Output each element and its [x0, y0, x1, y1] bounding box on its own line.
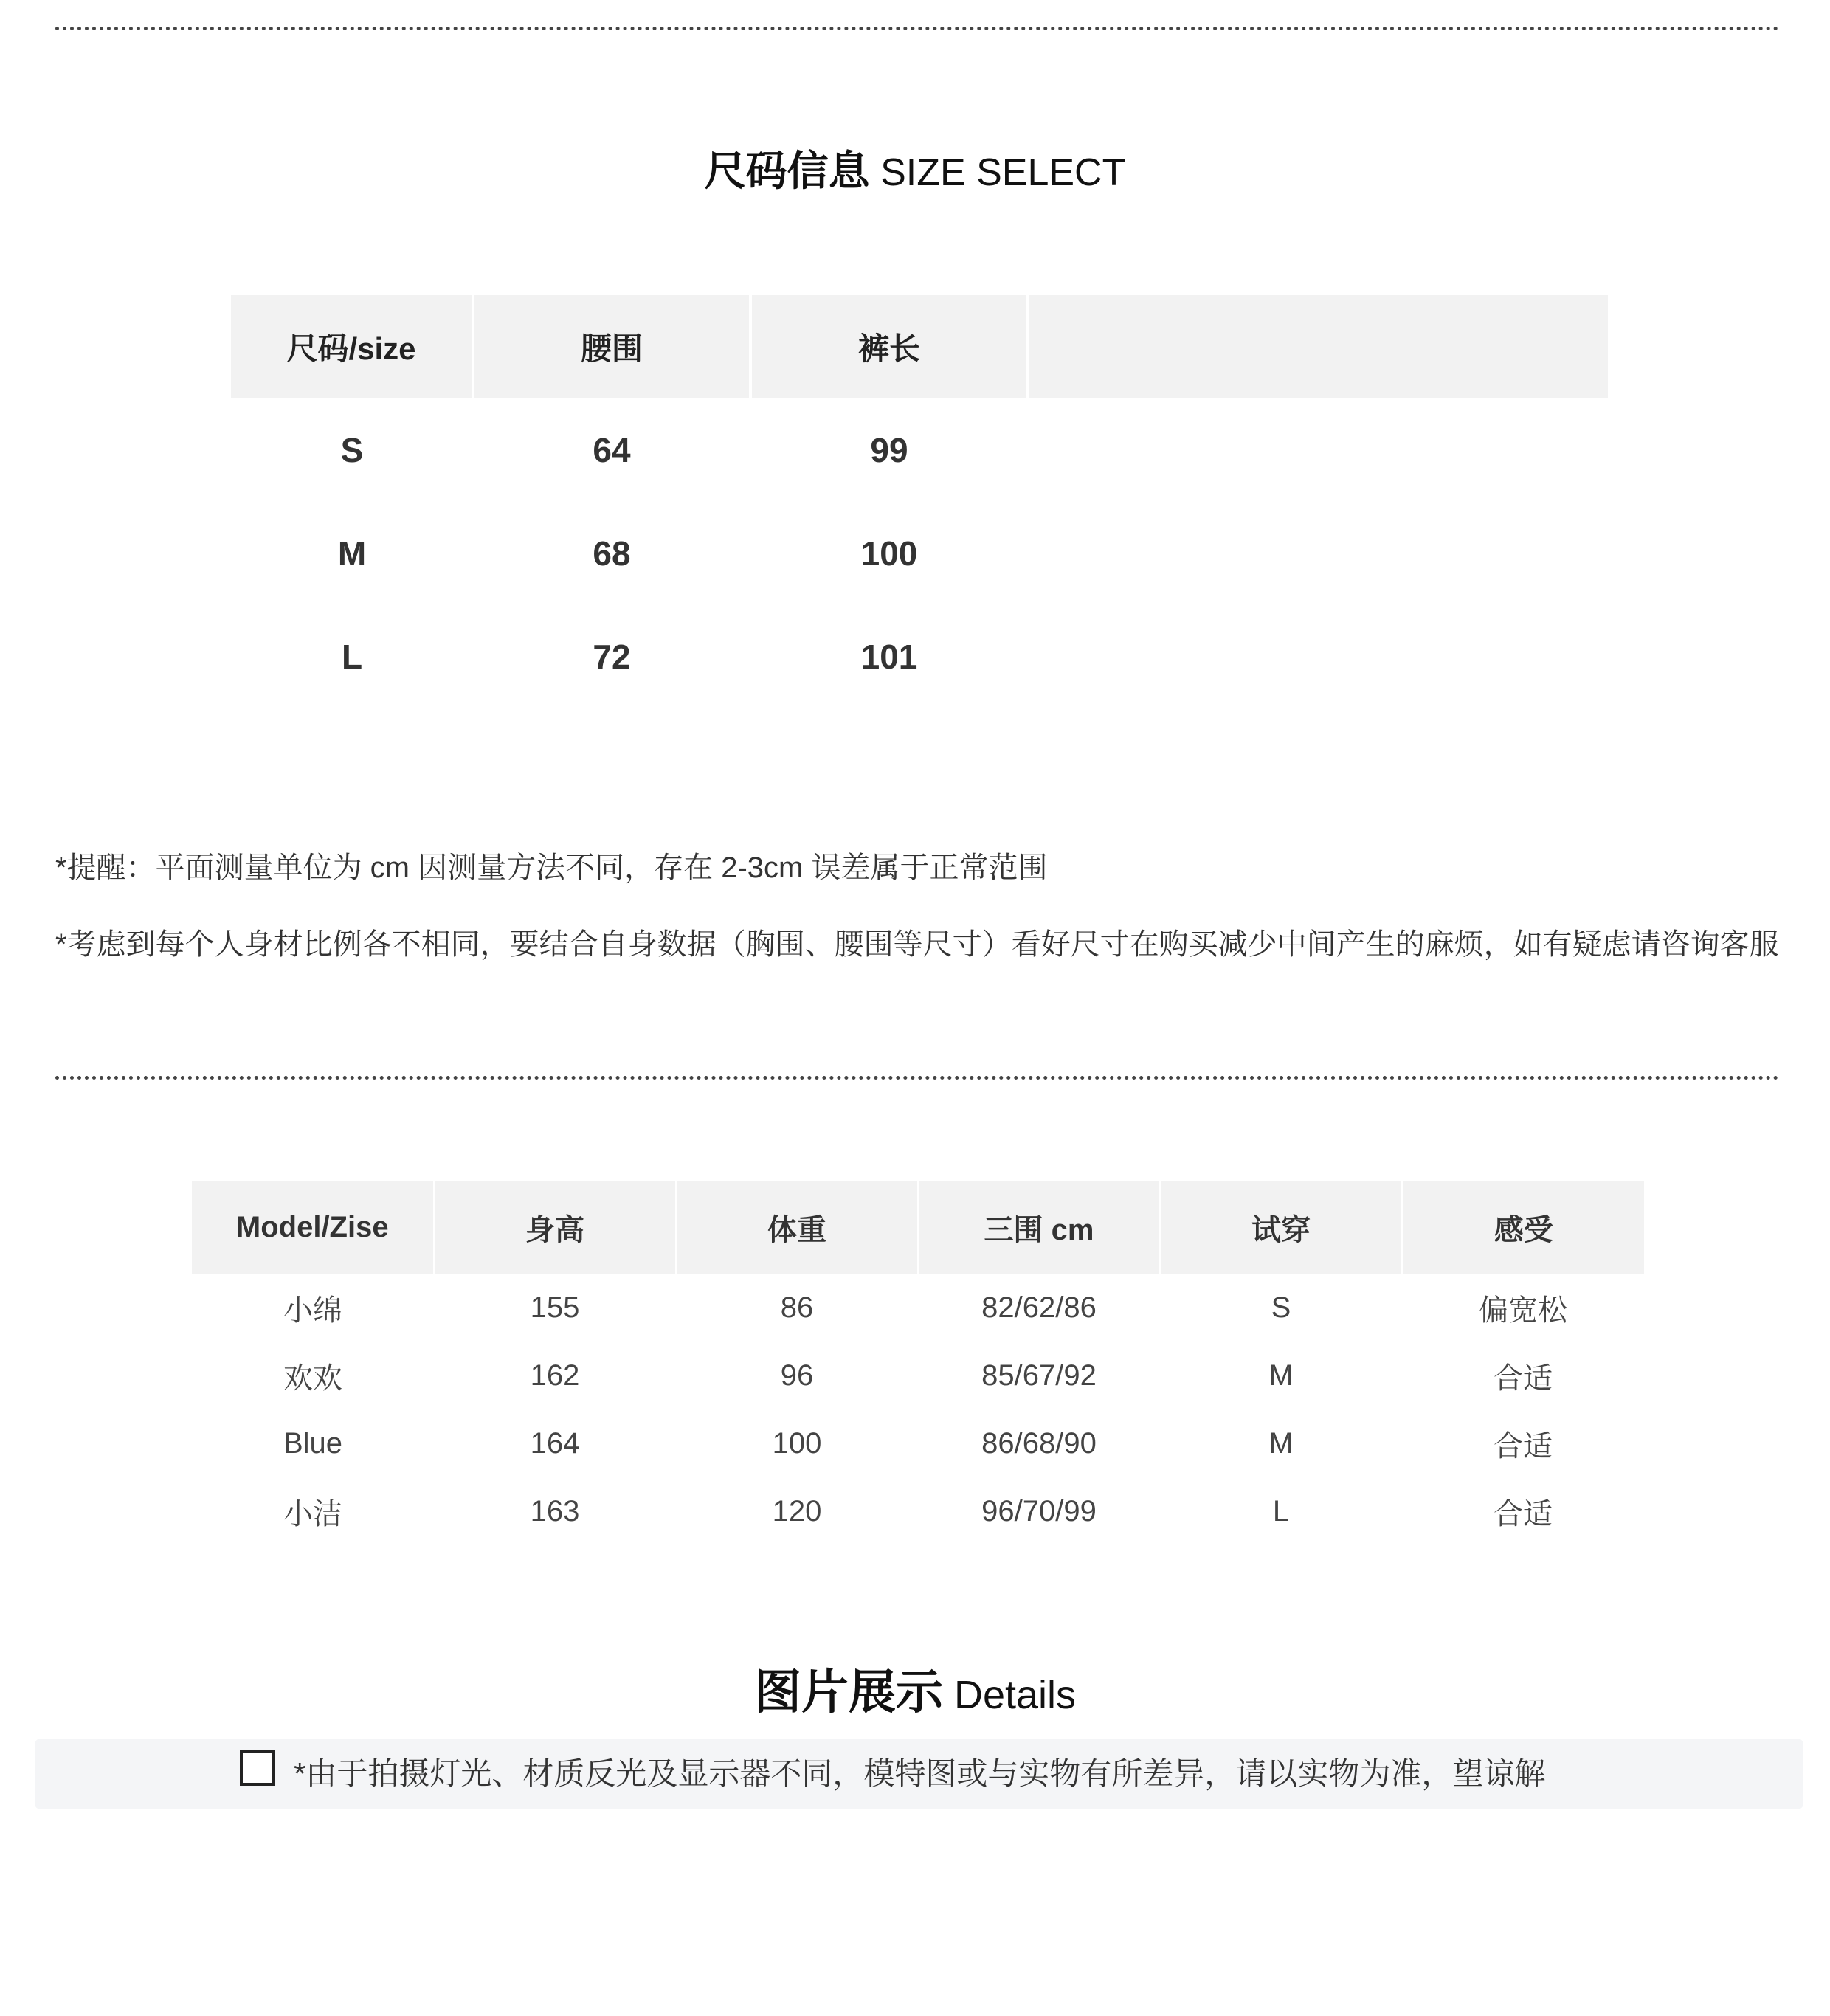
height-cell: 163: [530, 1494, 580, 1527]
model-name-cell: 小洁: [283, 1497, 342, 1530]
table-row: [192, 1342, 1644, 1409]
weight-cell: 100: [772, 1426, 822, 1460]
model-table-header-row: [192, 1181, 1644, 1274]
waist-cell: 72: [593, 638, 631, 676]
tried-size-cell: S: [1271, 1291, 1291, 1324]
weight-cell: 96: [780, 1359, 814, 1392]
length-cell: 101: [860, 638, 918, 676]
size-cell: L: [341, 638, 363, 676]
table-row: [231, 605, 1608, 708]
details-title-zh: 图片展示: [753, 1665, 943, 1719]
measurements-cell: 86/68/90: [981, 1426, 1097, 1460]
middle-divider: [55, 1076, 1779, 1080]
size-title-zh: 尺码信息: [704, 148, 870, 194]
table-row: [192, 1477, 1644, 1545]
feel-cell: 合适: [1494, 1429, 1553, 1463]
height-cell: 155: [530, 1291, 580, 1324]
measurements-cell: 85/67/92: [981, 1359, 1097, 1392]
size-table-header-row: [231, 295, 1608, 398]
model-name-cell: 小绵: [283, 1294, 342, 1327]
size-header-waist: 腰围: [473, 295, 750, 398]
model-header-name: Model/Zise: [192, 1181, 434, 1274]
measurement-note: *提醒：平面测量单位为 cm 因测量方法不同，存在 2-3cm 误差属于正常范围: [55, 852, 1048, 884]
waist-cell: 64: [593, 431, 631, 469]
model-header-measurements: 三围 cm: [918, 1181, 1160, 1274]
size-cell: M: [337, 534, 367, 573]
table-row: [192, 1409, 1644, 1477]
disclaimer-checkbox[interactable]: [240, 1750, 275, 1786]
table-row: [192, 1274, 1644, 1342]
size-title-en: SIZE SELECT: [880, 151, 1126, 194]
model-name-cell: Blue: [283, 1426, 343, 1460]
model-header-height: 身高: [434, 1181, 676, 1274]
model-name-cell: 欢欢: [283, 1361, 342, 1395]
size-header-filler: [1028, 295, 1608, 398]
model-header-tried-size: 试穿: [1160, 1181, 1402, 1274]
size-header-length: 裤长: [750, 295, 1028, 398]
size-section-title: [0, 139, 1830, 198]
model-header-weight: 体重: [676, 1181, 918, 1274]
tried-size-cell: L: [1272, 1494, 1290, 1527]
tried-size-cell: M: [1268, 1359, 1294, 1392]
height-cell: 162: [530, 1359, 580, 1392]
model-header-feel: 感受: [1402, 1181, 1644, 1274]
disclaimer-text: *由于拍摄灯光、材质反光及显示器不同，模特图或与实物有所差异，请以实物为准，望谅解: [294, 1756, 1546, 1791]
size-advice-note: *考虑到每个人身材比例各不相同，要结合自身数据（胸围、腰围等尺寸）看好尺寸在购买减少中间产生的麻烦，如有疑虑请咨询客服: [55, 928, 1779, 961]
tried-size-cell: M: [1268, 1426, 1294, 1460]
top-divider: [55, 27, 1779, 30]
feel-cell: 偏宽松: [1479, 1294, 1567, 1327]
model-table: [192, 1181, 1644, 1545]
feel-cell: 合适: [1494, 1497, 1553, 1530]
waist-cell: 68: [593, 534, 631, 573]
details-section-title: [0, 1654, 1830, 1722]
size-header-size: 尺码/size: [231, 295, 473, 398]
weight-cell: 120: [772, 1494, 822, 1527]
size-cell: S: [340, 431, 364, 469]
details-title-en: Details: [953, 1673, 1077, 1717]
size-table: [231, 295, 1608, 708]
height-cell: 164: [530, 1426, 580, 1460]
length-cell: 99: [870, 431, 908, 469]
feel-cell: 合适: [1494, 1361, 1553, 1395]
weight-cell: 86: [780, 1291, 814, 1324]
length-cell: 100: [860, 534, 918, 573]
table-row: [231, 502, 1608, 605]
table-row: [231, 398, 1608, 502]
measurements-cell: 82/62/86: [981, 1291, 1097, 1324]
measurements-cell: 96/70/99: [981, 1494, 1097, 1527]
